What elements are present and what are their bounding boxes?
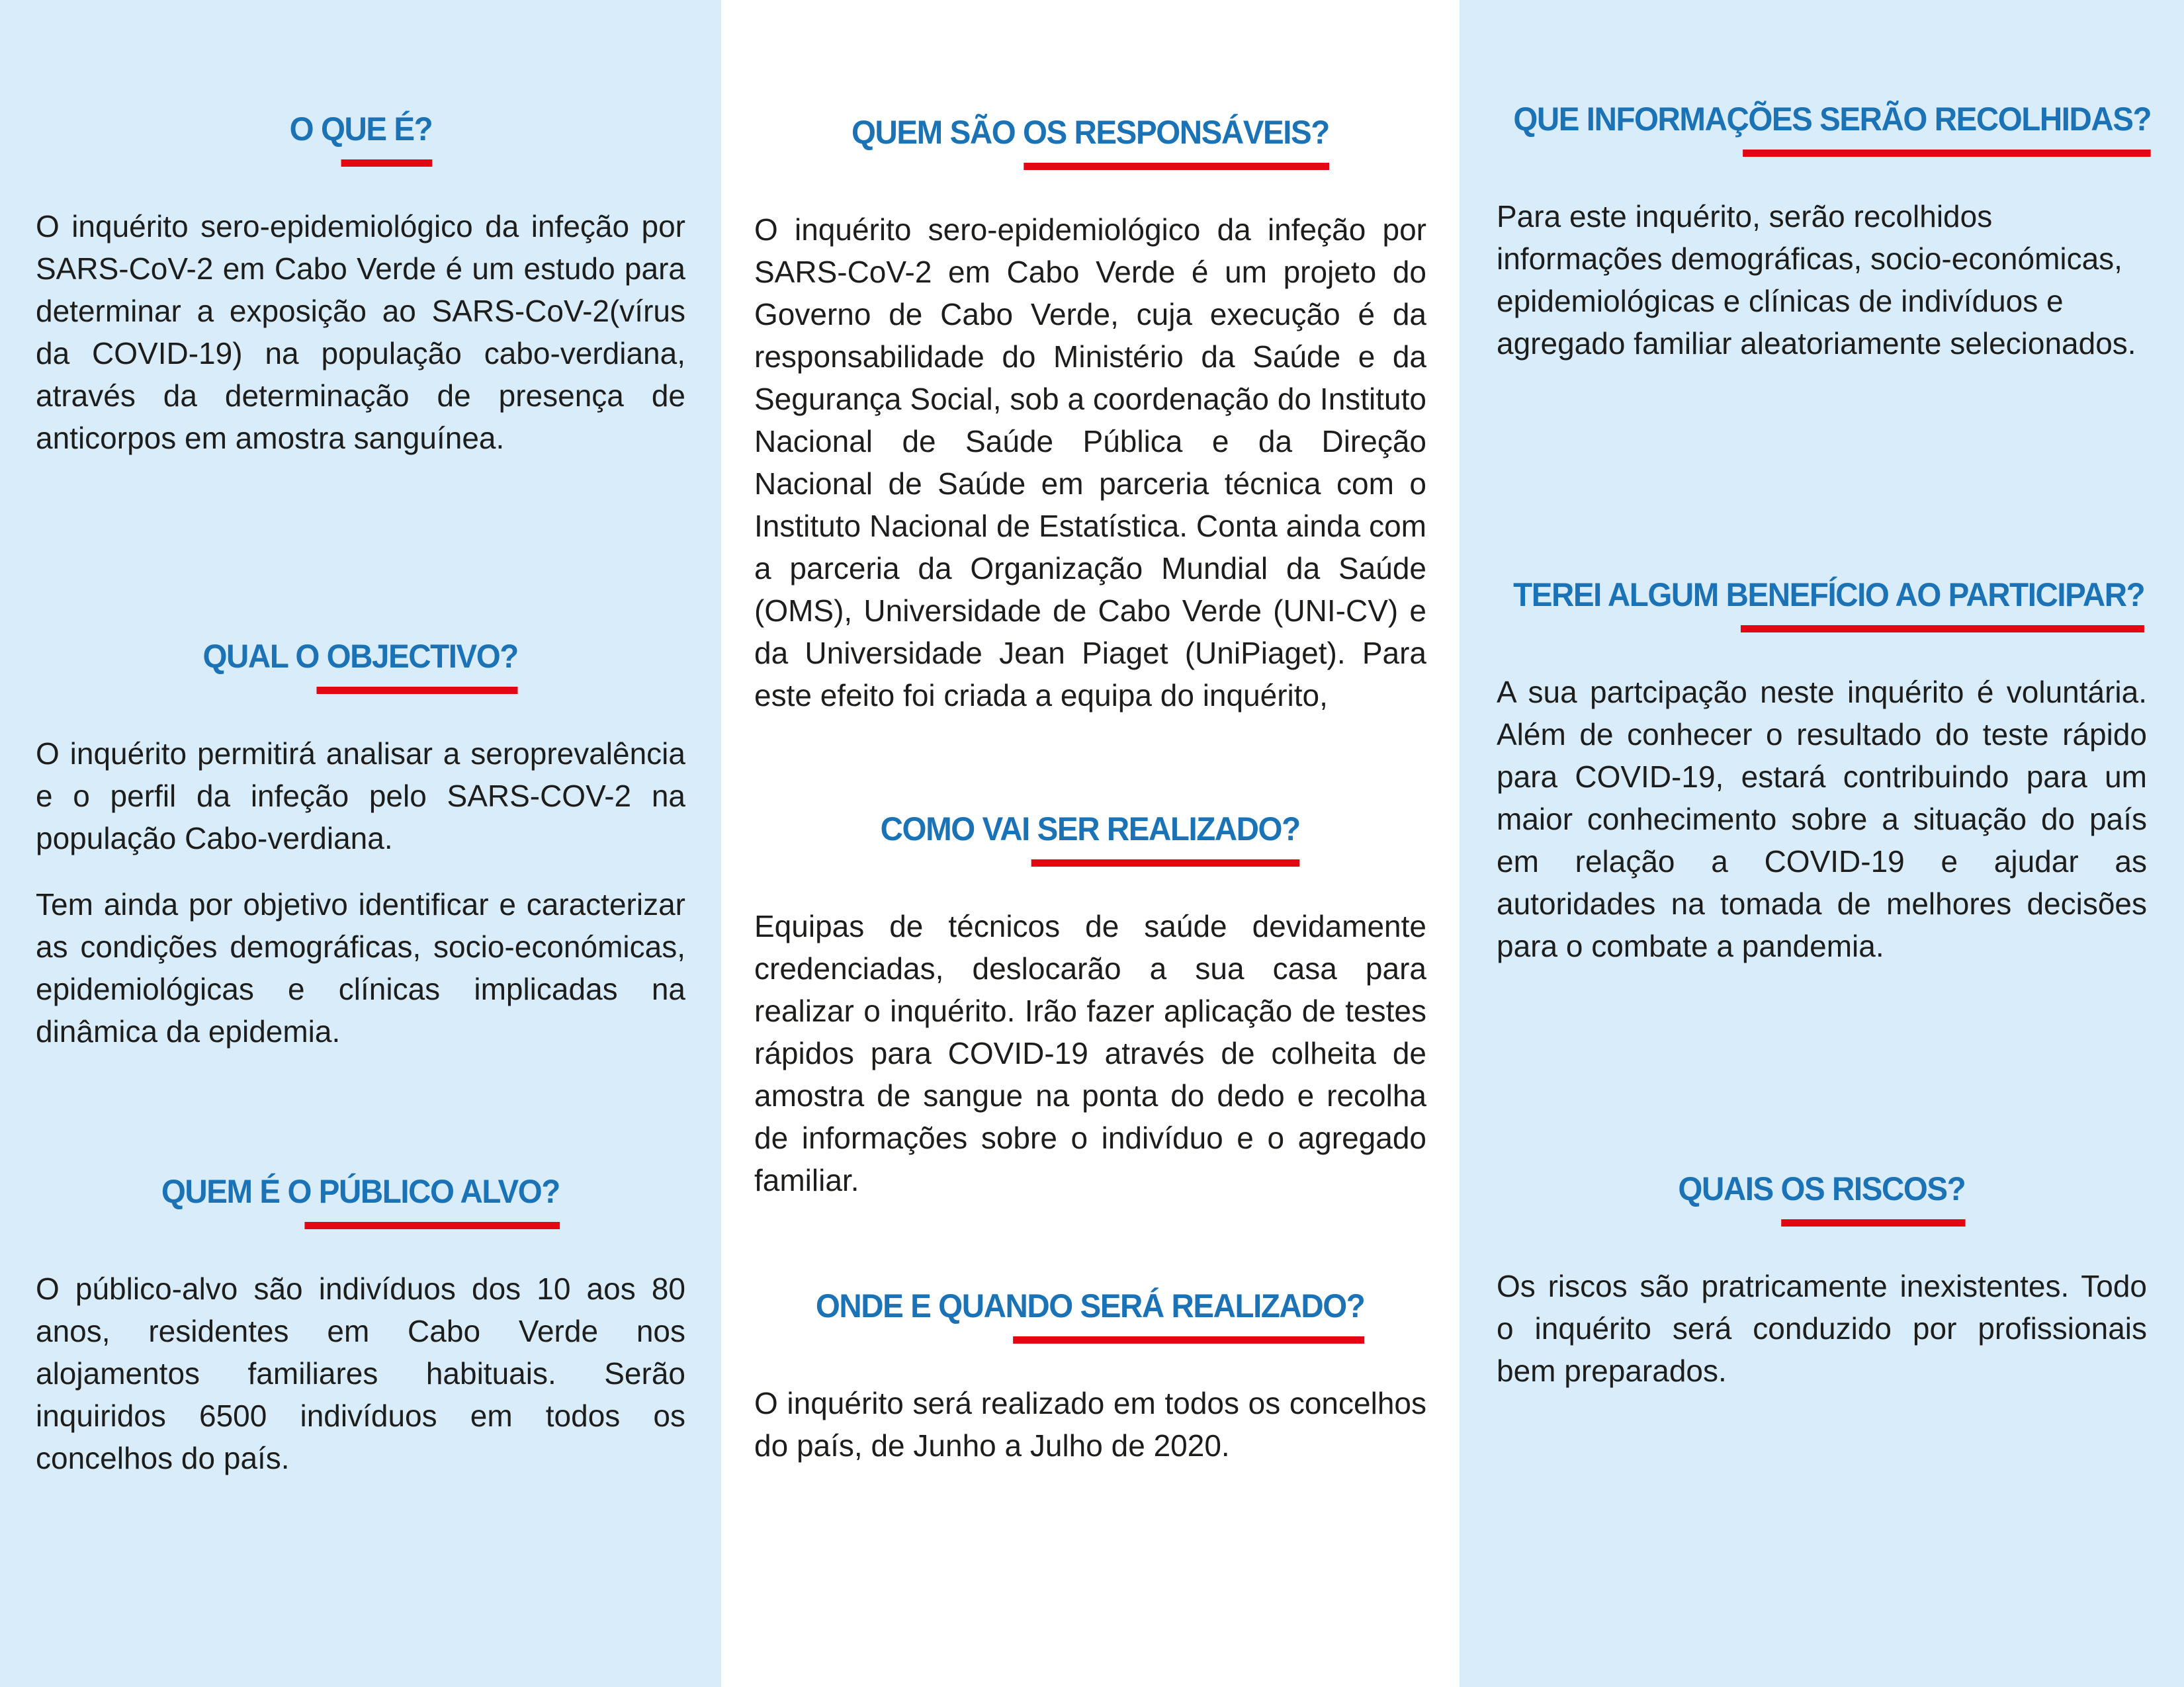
section-heading: ONDE E QUANDO SERÁ REALIZADO? — [816, 1287, 1365, 1324]
section-heading-row — [36, 1172, 685, 1229]
section-heading-row — [1497, 99, 2152, 157]
section-quem-sao-os-responsaveis — [754, 112, 1426, 716]
heading-wrap — [816, 1286, 1365, 1344]
heading-wrap — [289, 109, 432, 167]
heading-wrap — [1513, 99, 2151, 157]
red-underline — [1782, 1219, 1966, 1227]
heading-wrap — [852, 112, 1329, 170]
section-heading-row — [1497, 575, 2147, 632]
red-underline — [1014, 1336, 1365, 1344]
panel-right — [1460, 0, 2184, 1687]
section-heading: QUAIS OS RISCOS? — [1678, 1170, 1966, 1207]
red-underline — [316, 687, 518, 694]
paragraph: O inquérito será realizado em todos os concelhos do país, de Junho a Julho de 2020. — [754, 1386, 1426, 1463]
section-heading: COMO VAI SER REALIZADO? — [880, 810, 1300, 847]
heading-wrap — [881, 809, 1300, 867]
section-que-informacoes-serao-recolhidas — [1497, 99, 2152, 365]
section-heading: QUAL O OBJECTIVO? — [202, 638, 519, 675]
heading-wrap — [203, 636, 518, 694]
paragraph: Equipas de técnicos de saúde devidamente credenciadas, deslocarão a sua casa para realizar o inquérito. Irão fazer aplicação de testes rápidos para COVID-19 através de colheita de amostra de sangue na ponta do dedo e recolha de informações sobre o indivíduo e o agregado familiar. — [754, 909, 1426, 1197]
red-underline — [341, 159, 432, 167]
paragraph: Para este inquérito, serão recolhidos informações demográficas, socio-económicas, epidemiológicas e clínicas de indivíduos e agregado familiar aleatoriamente selecionados. — [1497, 199, 2136, 361]
section-quem-e-o-publico-alvo — [36, 1172, 685, 1479]
panel-middle — [721, 0, 1460, 1687]
section-heading-row — [754, 1286, 1426, 1344]
red-underline — [1741, 625, 2145, 632]
section-heading-row — [754, 809, 1426, 867]
heading-wrap — [161, 1172, 560, 1229]
heading-wrap — [1513, 575, 2144, 632]
section-qual-o-objectivo — [36, 636, 685, 1053]
paragraph: O inquérito sero-epidemiológico da infeção por SARS-CoV-2 em Cabo Verde é um projeto do Governo de Cabo Verde, cuja execução é da responsabilidade do Ministério da Saúde e da Segurança Social, sob a coordenação do Instituto Nacional de Saúde Pública e da Direção Nacional de Saúde em parceria técnica com o Instituto Nacional de Estatística. Conta ainda com a parceria da Organização Mundial da Saúde (OMS), Universidade de Cabo Verde (UNI-CV) e da Universidade Jean Piaget (UniPiaget). Para este efeito foi criada a equipa do inquérito, — [754, 212, 1426, 713]
section-onde-e-quando-sera-realizado — [754, 1286, 1426, 1467]
paragraph: O inquérito permitirá analisar a seroprevalência e o perfil da infeção pelo SARS-COV-2 na população Cabo-verdiana. — [36, 736, 685, 855]
red-underline — [305, 1222, 560, 1229]
paragraph: A sua partcipação neste inquérito é voluntária. Além de conhecer o resultado do teste rápido para COVID-19, estará contribuindo para um maior conhecimento sobre a situação do país em relação a COVID-19 e ajudar as autoridades na tomada de melhores decisões para o combate a pandemia. — [1497, 675, 2147, 963]
section-heading: QUEM SÃO OS RESPONSÁVEIS? — [852, 114, 1329, 151]
section-como-vai-ser-realizado — [754, 809, 1426, 1201]
section-quais-os-riscos — [1497, 1169, 2147, 1392]
section-heading: QUE INFORMAÇÕES SERÃO RECOLHIDAS? — [1513, 101, 2152, 138]
section-heading-row — [1497, 1169, 2147, 1227]
red-underline — [1743, 150, 2151, 157]
paragraph: Os riscos são pratricamente inexistentes. Todo o inquérito será conduzido por profissionais bem preparados. — [1497, 1269, 2147, 1388]
section-o-que-e — [36, 109, 685, 459]
red-underline — [1024, 163, 1329, 170]
section-heading-row — [36, 636, 685, 694]
section-heading-row — [36, 109, 685, 167]
section-heading: QUEM É O PÚBLICO ALVO? — [161, 1173, 560, 1210]
paragraph: O público-alvo são indivíduos dos 10 aos 80 anos, residentes em Cabo Verde nos alojamentos familiares habituais. Serão inquiridos 6500 indivíduos em todos os concelhos do país. — [36, 1272, 685, 1475]
section-heading-row — [754, 112, 1426, 170]
section-terei-algum-beneficio — [1497, 575, 2147, 967]
heading-wrap — [1679, 1169, 1966, 1227]
section-heading: TEREI ALGUM BENEFÍCIO AO PARTICIPAR? — [1513, 576, 2145, 613]
section-heading: O QUE É? — [289, 110, 432, 148]
paragraph: Tem ainda por objetivo identificar e caracterizar as condições demográficas, socio-económicas, epidemiológicas e clínicas implicadas na dinâmica da epidemia. — [36, 887, 685, 1049]
paragraph: O inquérito sero-epidemiológico da infeção por SARS-CoV-2 em Cabo Verde é um estudo para determinar a exposição ao SARS-CoV-2(vírus da COVID-19) na população cabo-verdiana, através da determinação de presença de anticorpos em amostra sanguínea. — [36, 209, 685, 455]
red-underline — [1031, 859, 1300, 867]
panel-left — [0, 0, 721, 1687]
